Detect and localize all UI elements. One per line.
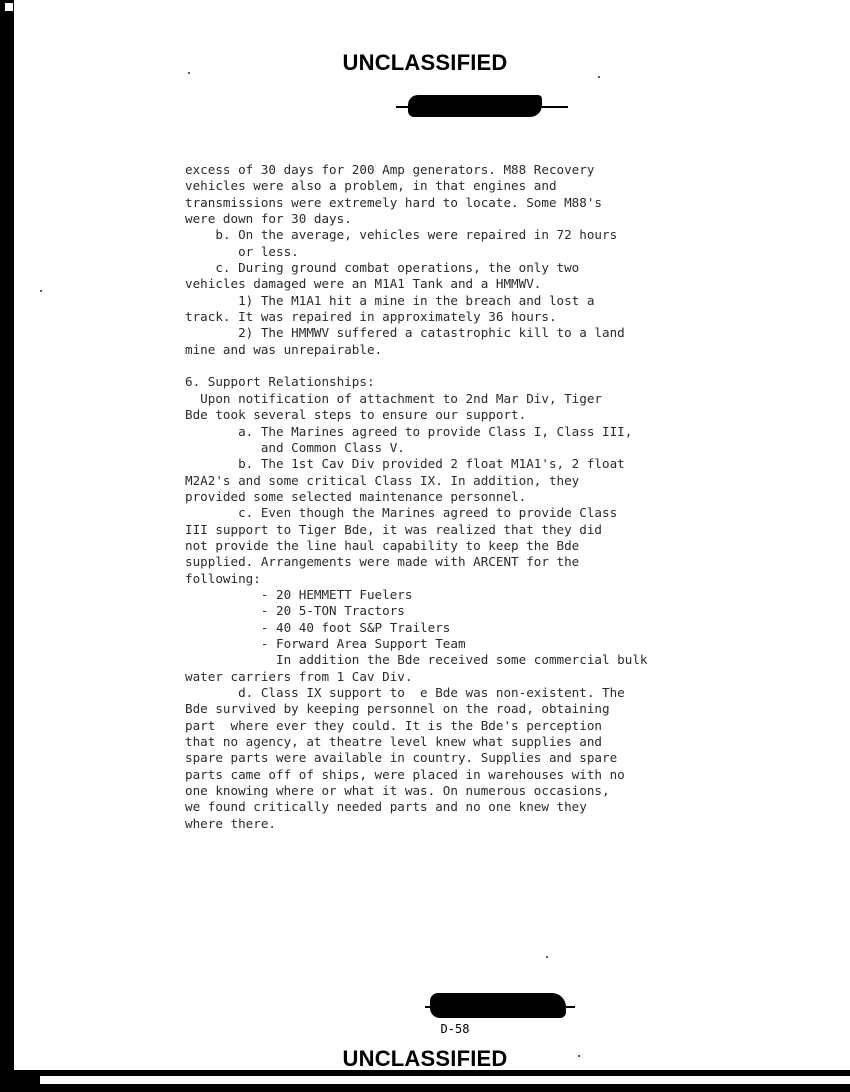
body-line: one knowing where or what it was. On numerous occasions, <box>185 783 610 799</box>
body-line: provided some selected maintenance personnel. <box>185 488 527 504</box>
body-line: vehicles damaged were an M1A1 Tank and a HMMWV. <box>185 276 542 292</box>
body-line: 1) The M1A1 hit a mine in the breach and lost a <box>185 292 595 308</box>
body-line: Bde survived by keeping personnel on the road, obtaining <box>185 701 610 717</box>
body-line: parts came off of ships, were placed in warehouses with no <box>185 766 625 782</box>
body-line: spare parts were available in country. Supplies and spare <box>185 750 618 766</box>
body-line: - 40 40 foot S&P Trailers <box>185 619 451 635</box>
body-line: vehicles were also a problem, in that engines and <box>185 178 557 194</box>
body-line: excess of 30 days for 200 Amp generators. M88 Recovery <box>185 162 595 177</box>
scan-left-border <box>0 0 14 1092</box>
body-line: d. Class IX support to e Bde was non-existent. The <box>185 685 625 700</box>
body-line: a. The Marines agreed to provide Class I, Class III, <box>185 423 633 439</box>
body-line: c. Even though the Marines agreed to provide Class <box>185 505 618 521</box>
body-line: 6. Support Relationships: <box>185 374 375 390</box>
body-line: - 20 5-TON Tractors <box>185 603 405 619</box>
body-line: following: <box>185 570 261 586</box>
classification-header: UNCLASSIFIED <box>342 50 508 75</box>
body-line: In addition the Bde received some commercial bulk <box>185 652 648 668</box>
body-line: we found critically needed parts and no one knew they <box>185 799 587 815</box>
body-line: transmissions were extremely hard to locate. Some M88's <box>185 194 603 210</box>
body-line: c. During ground combat operations, the only two <box>185 260 580 276</box>
body-line: mine and was unrepairable. <box>185 341 383 357</box>
body-line <box>185 358 765 374</box>
body-line: 2) The HMMWV suffered a catastrophic kill to a land <box>185 325 625 341</box>
body-line: supplied. Arrangements were made with ARCENT for the <box>185 554 580 570</box>
page-number: D-58 <box>440 1022 470 1036</box>
body-line: - Forward Area Support Team <box>185 635 466 651</box>
document-body <box>185 162 765 832</box>
body-line: were down for 30 days. <box>185 211 352 227</box>
body-line: or less. <box>185 243 299 259</box>
body-line: that no agency, at theatre level knew what supplies and <box>185 734 603 750</box>
body-line: M2A2's and some critical Class IX. In addition, they <box>185 472 580 488</box>
body-line: III support to Tiger Bde, it was realized that they did <box>185 521 603 537</box>
body-line: Bde took several steps to ensure our support. <box>185 407 527 423</box>
body-line: where there. <box>185 815 276 831</box>
body-line: Upon notification of attachment to 2nd Mar Div, Tiger <box>185 390 603 406</box>
body-line: and Common Class V. <box>185 439 405 455</box>
body-line: not provide the line haul capability to keep the Bde <box>185 537 580 553</box>
body-line: b. On the average, vehicles were repaired in 72 hours <box>185 227 618 243</box>
classification-footer: UNCLASSIFIED <box>342 1046 508 1071</box>
body-line: b. The 1st Cav Div provided 2 float M1A1's, 2 float <box>185 456 625 472</box>
body-line: water carriers from 1 Cav Div. <box>185 668 413 684</box>
body-line: track. It was repaired in approximately 36 hours. <box>185 309 557 325</box>
scan-bottom-border <box>0 1070 850 1092</box>
body-line: part where ever they could. It is the Bde's perception <box>185 717 603 733</box>
body-line: - 20 HEMMETT Fuelers <box>185 586 413 602</box>
